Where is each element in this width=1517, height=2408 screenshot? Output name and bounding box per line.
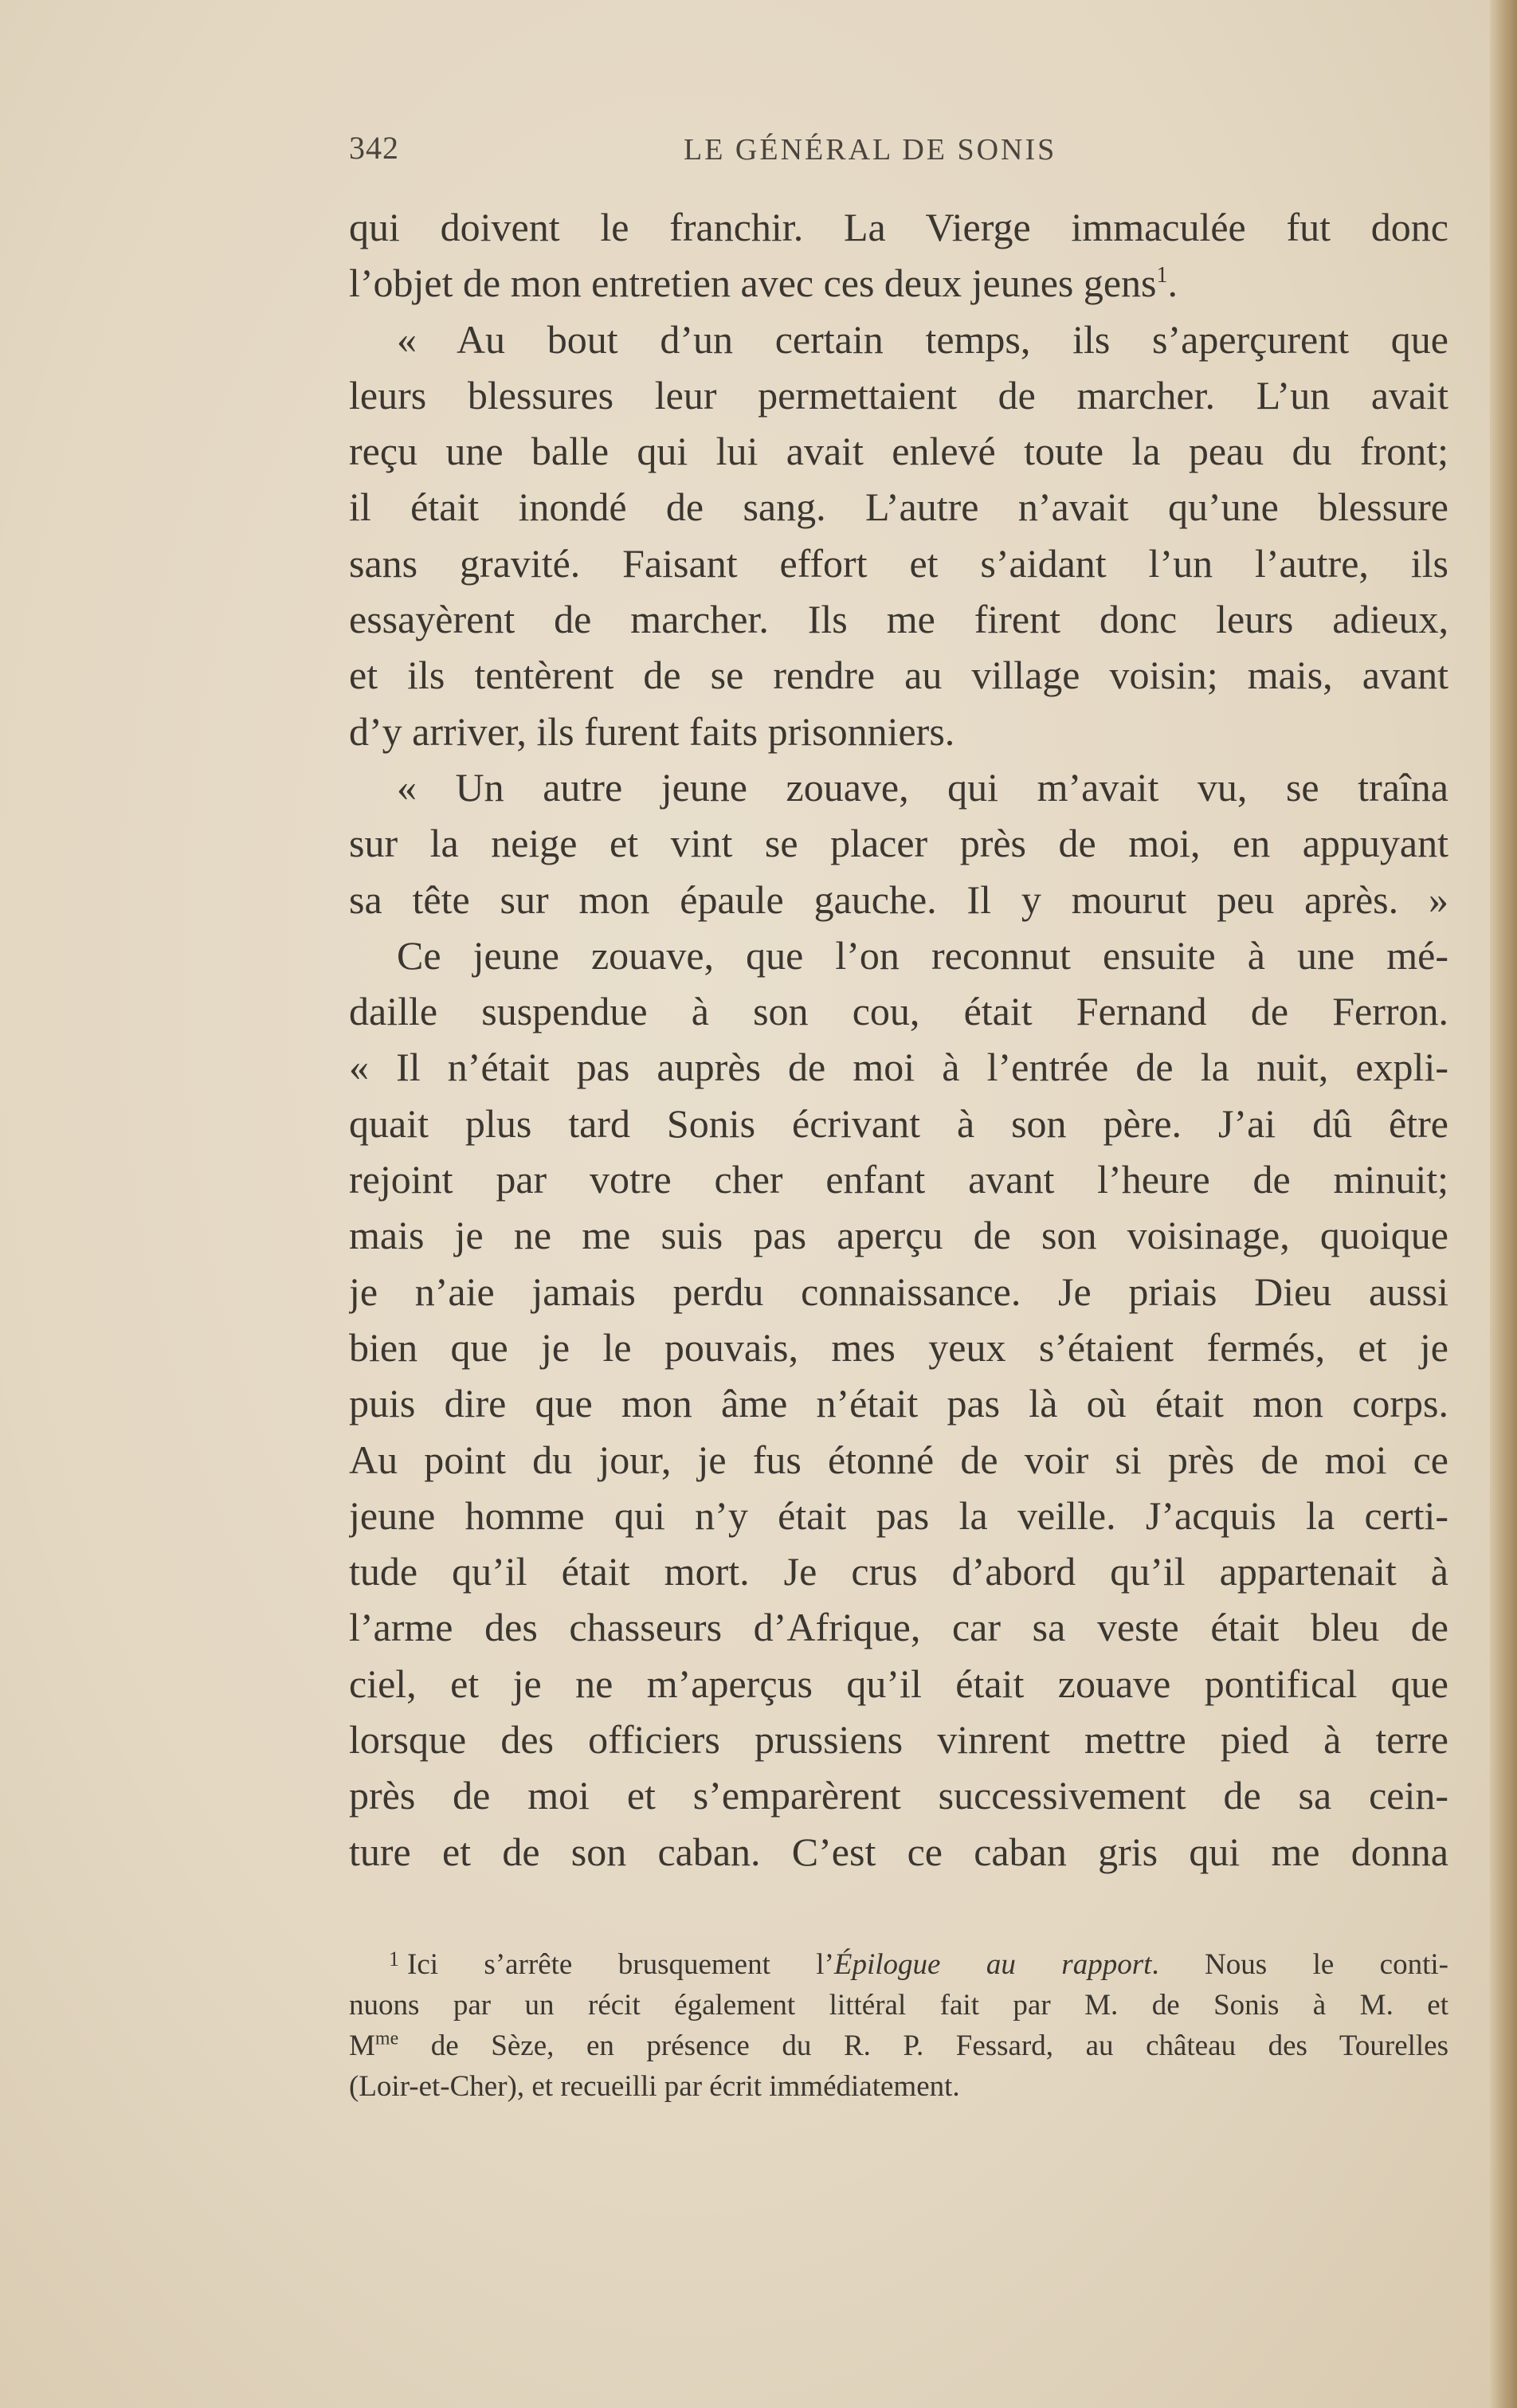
text-line: près de moi et s’emparèrent successivement de sa cein- — [349, 1773, 1448, 1818]
text-line: « Un autre jeune zouave, qui m’avait vu, se traîna — [397, 764, 1448, 810]
text-line: quait plus tard Sonis écrivant à son père. J’ai dû être — [349, 1100, 1448, 1146]
text-line: il était inondé de sang. L’autre n’avait qu’une blessure — [349, 484, 1448, 530]
text-span: M — [349, 2030, 375, 2062]
text-line: daille suspendue à son cou, était Fernand de Ferron. — [349, 989, 1448, 1034]
text-line: Ce jeune zouave, que l’on reconnut ensuite à une mé- — [397, 932, 1448, 978]
text-span: . — [1167, 261, 1178, 306]
text-line: jeune homme qui n’y était pas la veille. J’acquis la certi- — [349, 1492, 1448, 1538]
text-line: ciel, et je ne m’aperçus qu’il était zouave pontifical que — [349, 1661, 1448, 1706]
text-line: sur la neige et vint se placer près de moi, en appuyant — [349, 821, 1448, 866]
text-span: . Nous le conti- — [1151, 1948, 1448, 1981]
text-line: « Il n’était pas auprès de moi à l’entrée de la nuit, expli- — [349, 1045, 1448, 1090]
text-line: reçu une balle qui lui avait enlevé toute la peau du front; — [349, 429, 1448, 474]
footnote-number: 1 — [389, 1947, 399, 1971]
footnote-line: nuons par un récit également littéral fait par M. de Sonis à M. et — [349, 1989, 1448, 2022]
footnote-line: (Loir-et-Cher), et recueilli par écrit immédiatement. — [349, 2070, 960, 2103]
text-line — [349, 255, 1448, 311]
text-span: l’objet de mon entretien avec ces deux jeunes gens — [349, 261, 1157, 306]
text-line: l’arme des chasseurs d’Afrique, car sa veste était bleu de — [349, 1605, 1448, 1650]
italic-title: Épilogue au rapport — [833, 1948, 1152, 1981]
text-line: rejoint par votre cher enfant avant l’heure de minuit; — [349, 1157, 1448, 1202]
text-line: d’y arriver, ils furent faits prisonniers. — [349, 708, 955, 754]
superscript: me — [374, 2028, 399, 2049]
text-line: lorsque des officiers prussiens vinrent mettre pied à terre — [349, 1717, 1448, 1763]
text-line: je n’aie jamais perdu connaissance. Je priais Dieu aussi — [349, 1269, 1448, 1314]
text-line: Au point du jour, je fus étonné de voir si près de moi ce — [349, 1437, 1448, 1482]
footnote-reference: 1 — [1156, 263, 1168, 288]
text-line: tude qu’il était mort. Je crus d’abord qu’il appartenait à — [349, 1549, 1448, 1594]
text-line: mais je ne me suis pas aperçu de son voisinage, quoique — [349, 1213, 1448, 1258]
text-line: puis dire que mon âme n’était pas là où était mon corps. — [349, 1381, 1448, 1426]
running-header — [349, 129, 1448, 177]
text-line: sa tête sur mon épaule gauche. Il y mourut peu après. » — [349, 877, 1448, 922]
text-line: ture et de son caban. C’est ce caban gris qui me donna — [349, 1829, 1448, 1874]
text-line: bien que je le pouvais, mes yeux s’étaient fermés, et je — [349, 1324, 1448, 1370]
page-number: 342 — [349, 130, 399, 166]
page-edge-shadow — [1490, 0, 1517, 2408]
footnote-line — [349, 1944, 1448, 1985]
text-line: « Au bout d’un certain temps, ils s’aperçurent que — [397, 316, 1448, 362]
text-line: sans gravité. Faisant effort et s’aidant l’un l’autre, ils — [349, 540, 1448, 586]
text-span: de Sèze, en présence du R. P. Fessard, au château des Tourelles — [398, 2030, 1448, 2062]
text-line: essayèrent de marcher. Ils me firent donc leurs adieux, — [349, 597, 1448, 642]
footnote — [349, 1944, 1448, 2107]
running-title: LE GÉNÉRAL DE SONIS — [684, 133, 1057, 167]
text-line: et ils tentèrent de se rendre au village voisin; mais, avant — [349, 653, 1448, 698]
footnote-line — [349, 2026, 1448, 2066]
body-text — [349, 199, 1448, 1880]
text-line: qui doivent le franchir. La Vierge immaculée fut donc — [349, 205, 1448, 249]
text-line: leurs blessures leur permettaient de marcher. L’un avait — [349, 372, 1448, 418]
text-span: Ici s’arrête brusquement l’ — [407, 1948, 834, 1981]
